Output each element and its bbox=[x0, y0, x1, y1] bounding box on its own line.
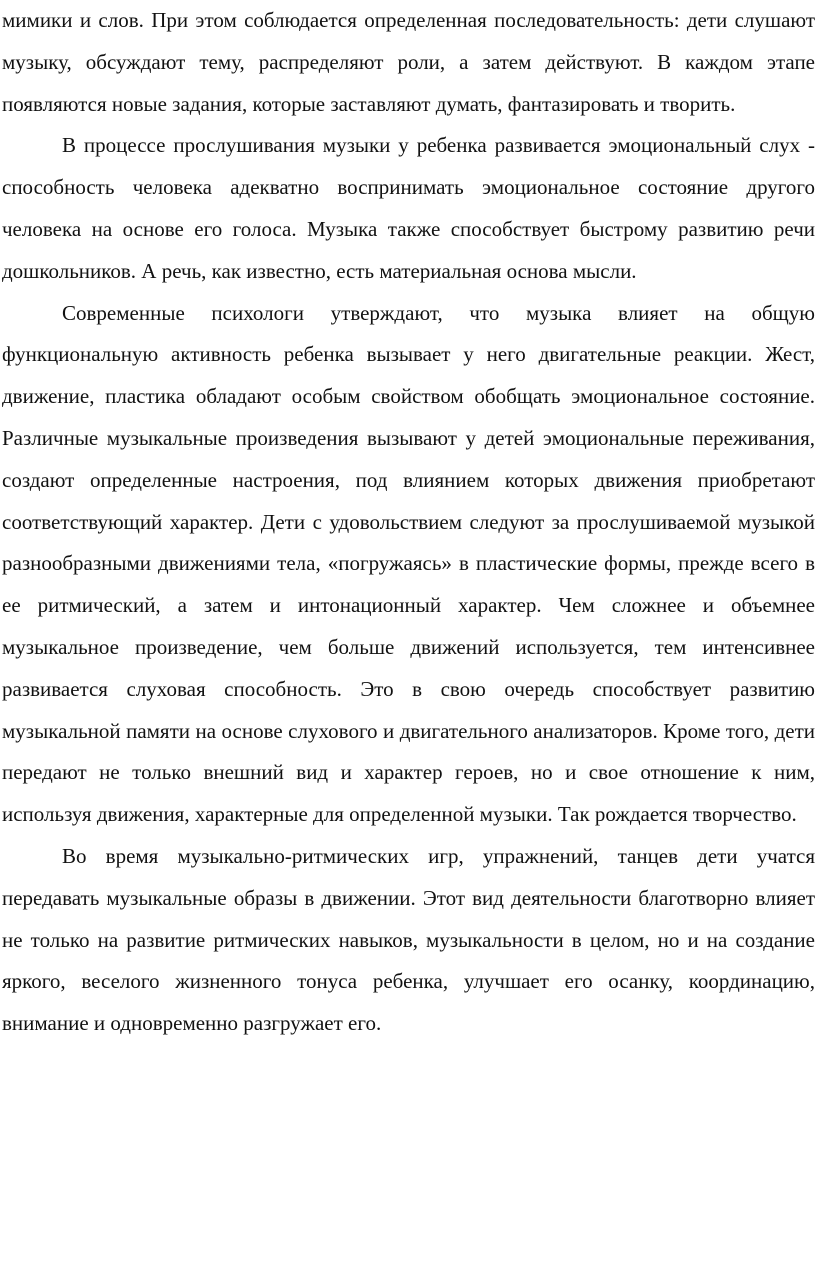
paragraph-3: Современные психологи утверждают, что музыка влияет на общую функциональную активность ребенка вызывает у него двигательные реакции. Жест, движение, пластика обладают особым свойством обобщать эмоциональное состояние. Различные музыкальные произведения вызывают у детей эмоциональные переживания, создают определенные настроения, под влиянием которых движения приобретают соответствующий характер. Дети с удовольствием следуют за прослушиваемой музыкой разнообразными движениями тела, «погружаясь» в пластические формы, прежде всего в ее ритмический, а затем и интонационный характер. Чем сложнее и объемнее музыкальное произведение, чем больше движений используется, тем интенсивнее развивается слуховая способность. Это в свою очередь способствует развитию музыкальной памяти на основе слухового и двигательного анализаторов. Кроме того, дети передают не только внешний вид и характер героев, но и свое отношение к ним, используя движения, характерные для определенной музыки. Так рождается творчество. bbox=[2, 300, 815, 827]
paragraph-1: мимики и слов. При этом соблюдается определенная последовательность: дети слушают музыку, обсуждают тему, распределяют роли, а затем действуют. В каждом этапе появляются новые задания, которые заставляют думать, фантазировать и творить. bbox=[2, 8, 815, 116]
paragraph-4: Во время музыкально-ритмических игр, упражнений, танцев дети учатся передавать музыкальные образы в движении. Этот вид деятельности благотворно влияет не только на развитие ритмических навыков, музыкальности в целом, но и на создание яркого, веселого жизненного тонуса ребенка, улучшает его осанку, координацию, внимание и одновременно разгружает его. bbox=[2, 843, 815, 1036]
paragraph-2: В процессе прослушивания музыки у ребенка развивается эмоциональный слух - способность человека адекватно воспринимать эмоциональное состояние другого человека на основе его голоса. Музыка также способствует быстрому развитию речи дошкольников. А речь, как известно, есть материальная основа мысли. bbox=[2, 133, 815, 283]
document-body bbox=[2, 0, 815, 1045]
